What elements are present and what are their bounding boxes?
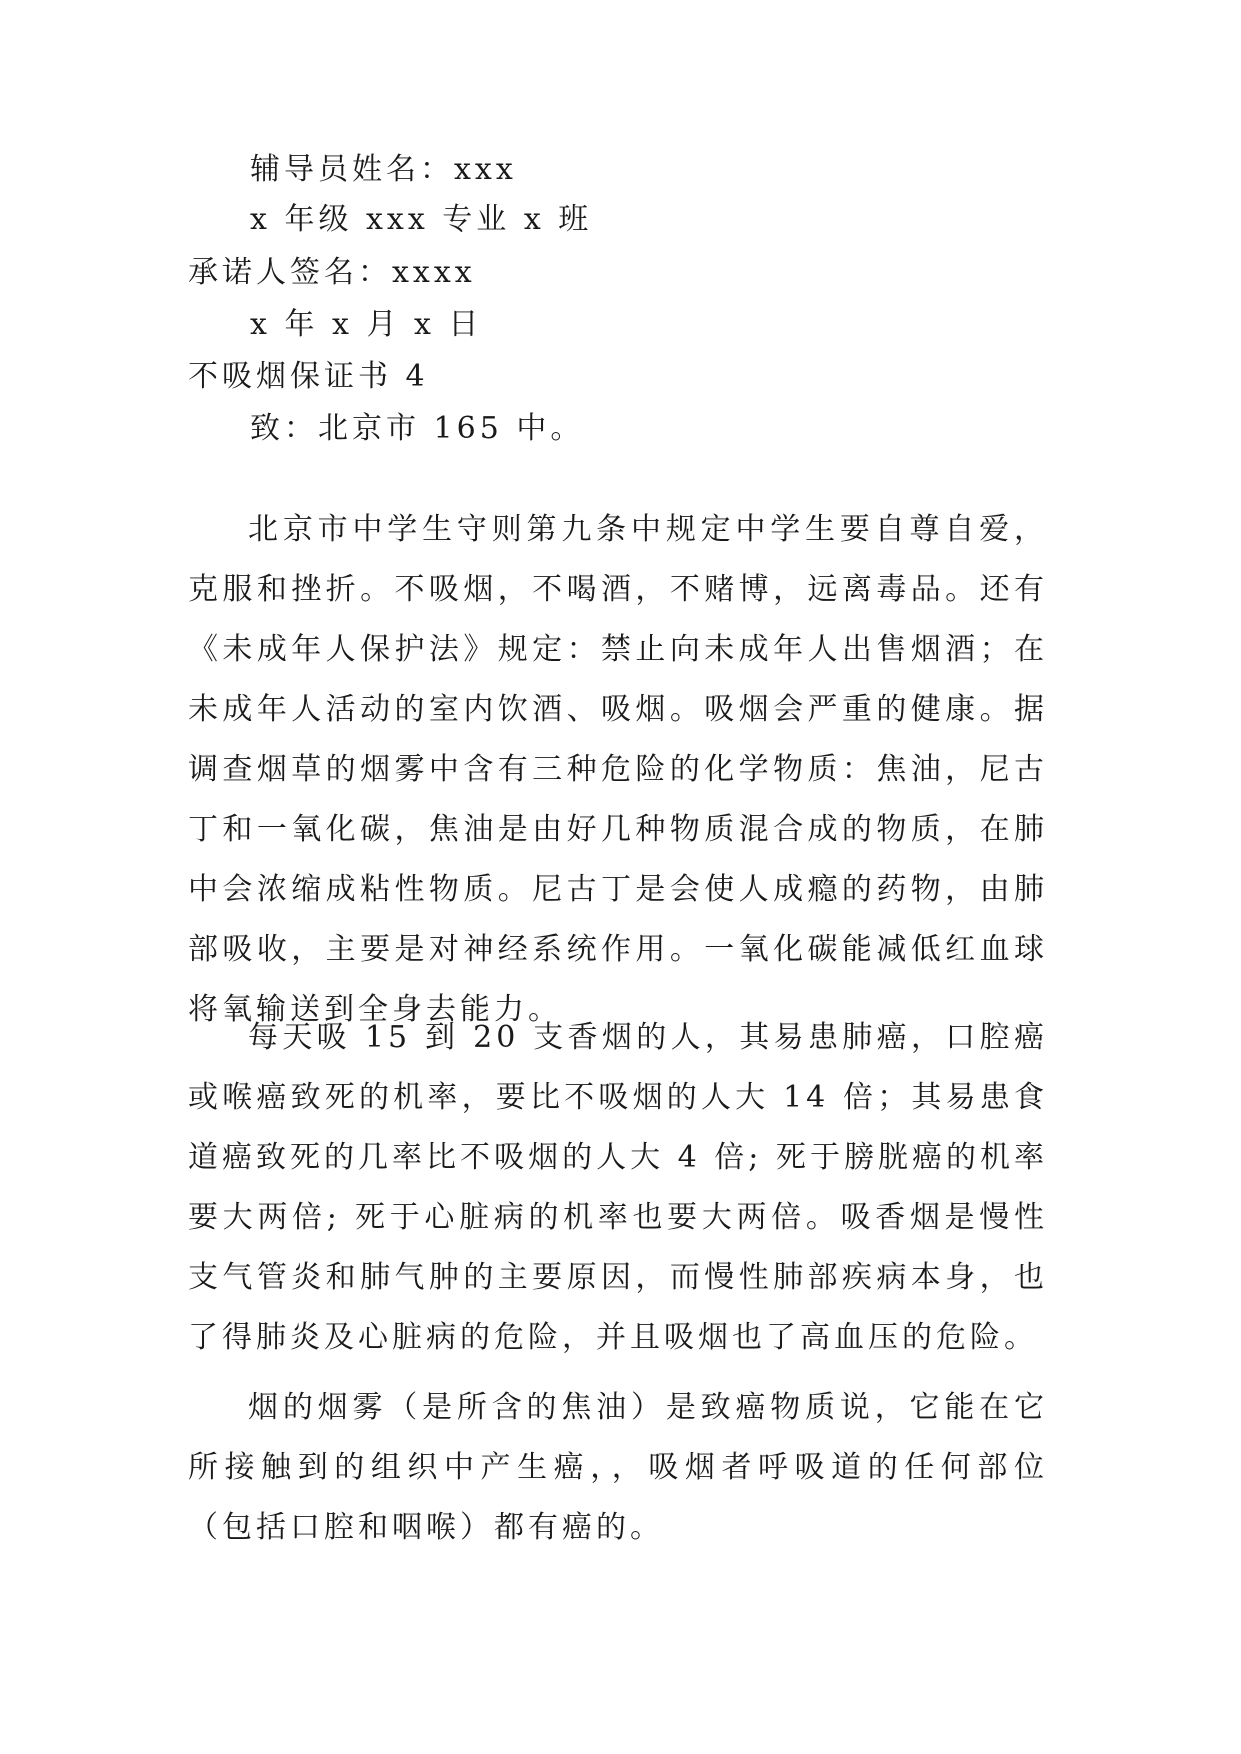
body-paragraph-3: 烟的烟雾（是所含的焦油）是致癌物质说，它能在它所接触到的组织中产生癌，，吸烟者呼吸道的任何部位（包括口腔和咽喉）都有癌的。 <box>188 1390 1048 1545</box>
class-line: x 年级 xxx 专业 x 班 <box>250 202 593 237</box>
signer-line: 承诺人签名：xxxx <box>188 255 476 290</box>
date-line: x 年 x 月 x 日 <box>250 307 483 342</box>
document-heading: 不吸烟保证书 4 <box>188 359 429 394</box>
body-paragraph-1: 北京市中学生守则第九条中规定中学生要自尊自爱，克服和挫折。不吸烟，不喝酒，不赌博，远离毒品。还有《未成年人保护法》规定：禁止向未成年人出售烟酒；在未成年人活动的室内饮酒、吸烟。吸烟会严重的健康。据调查烟草的烟雾中含有三种危险的化学物质：焦油，尼古丁和一氧化碳，焦油是由好几种物质混合成的物质，在肺中会浓缩成粘性物质。尼古丁是会使人成瘾的药物，由肺部吸收，主要是对神经系统作用。一氧化碳能减低红血球将氧输送到全身去能力。 <box>188 512 1048 1027</box>
counselor-name-line: 辅导员姓名：xxx <box>250 152 517 187</box>
salutation: 致：北京市 165 中。 <box>250 411 585 446</box>
body-paragraph-2: 每天吸 15 到 20 支香烟的人，其易患肺癌，口腔癌或喉癌致死的机率，要比不吸烟的人大 14 倍；其易患食道癌致死的几率比不吸烟的人大 4 倍; 死于膀胱癌的机率要大两倍; 死于心脏病的机率也要大两倍。吸香烟是慢性支气管炎和肺气肿的主要原因，而慢性肺部疾病本身，也了得肺炎及心脏病的危险，并且吸烟也了高血压的危险。 <box>188 1020 1048 1355</box>
